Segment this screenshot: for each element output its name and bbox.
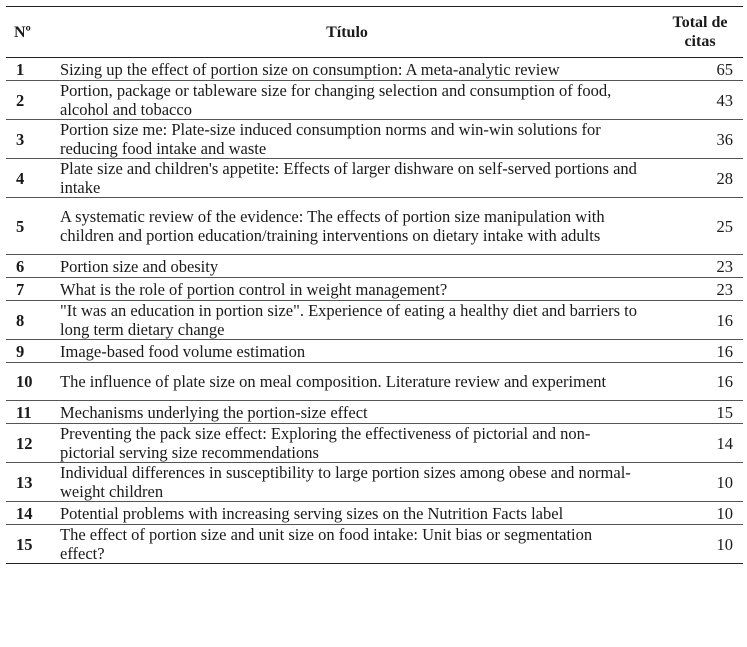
row-title: Portion size and obesity	[60, 256, 219, 276]
citations-table-container	[6, 6, 743, 564]
row-number: 10	[16, 372, 33, 391]
row-citations: 15	[716, 402, 733, 422]
row-title: Potential problems with increasing serving sizes on the Nutrition Facts label	[60, 503, 564, 523]
row-title: Plate size and children's appetite: Effects of larger dishware on self-served portions and intake	[60, 159, 637, 197]
citations-table	[6, 6, 743, 564]
table-row	[6, 424, 743, 463]
row-citations: 25	[716, 216, 733, 236]
row-citations: 36	[716, 129, 733, 149]
row-title: Portion, package or tableware size for changing selection and consumption of food, alcohol and tobacco	[60, 81, 612, 119]
row-number: 5	[16, 216, 25, 236]
table-body	[6, 58, 743, 564]
row-number: 9	[16, 341, 25, 361]
row-title: "It was an education in portion size". Experience of eating a healthy diet and barriers to long term dietary change	[60, 301, 638, 339]
table-row	[6, 502, 743, 525]
row-title: Preventing the pack size effect: Exploring the effectiveness of pictorial and non-pictorial serving size recommendations	[60, 424, 591, 462]
row-citations: 10	[716, 503, 733, 523]
header-citations	[646, 7, 743, 58]
row-citations: 28	[716, 168, 733, 188]
table-header	[6, 7, 743, 58]
row-citations: 16	[716, 372, 733, 391]
row-citations: 65	[716, 59, 733, 79]
table-row	[6, 363, 743, 401]
row-number: 7	[16, 279, 25, 299]
row-citations: 23	[716, 279, 733, 299]
header-number: Nº	[14, 23, 31, 41]
row-number: 14	[16, 503, 33, 523]
table-row	[6, 58, 743, 81]
table-row	[6, 340, 743, 363]
row-citations: 23	[716, 256, 733, 276]
row-citations: 14	[716, 433, 733, 453]
table-row	[6, 401, 743, 424]
row-title: Mechanisms underlying the portion-size effect	[60, 402, 368, 422]
row-title: The effect of portion size and unit size on food intake: Unit bias or segmentation effect?	[60, 525, 593, 563]
row-number: 8	[16, 310, 25, 330]
table-row	[6, 278, 743, 301]
row-title: A systematic review of the evidence: The effects of portion size manipulation with children and portion education/training interventions on dietary intake with adults	[60, 207, 605, 245]
table-row	[6, 159, 743, 198]
table-row	[6, 255, 743, 278]
header-title: Título	[326, 23, 368, 41]
table-row	[6, 525, 743, 564]
row-citations: 43	[716, 90, 733, 110]
row-number: 1	[16, 59, 25, 79]
row-number: 15	[16, 534, 33, 554]
row-number: 2	[16, 90, 25, 110]
row-title: Sizing up the effect of portion size on consumption: A meta-analytic review	[60, 59, 560, 79]
header-row	[6, 7, 743, 58]
row-title: The influence of plate size on meal composition. Literature review and experiment	[60, 372, 607, 391]
table-row	[6, 463, 743, 502]
table-row	[6, 301, 743, 340]
row-title: Image-based food volume estimation	[60, 341, 306, 361]
row-title: Portion size me: Plate-size induced consumption norms and win-win solutions for reducing food intake and waste	[60, 120, 601, 158]
row-title: What is the role of portion control in weight management?	[60, 279, 448, 299]
row-number: 12	[16, 433, 33, 453]
row-number: 11	[16, 402, 32, 422]
row-citations: 16	[716, 341, 733, 361]
row-number: 4	[16, 168, 25, 188]
row-number: 3	[16, 129, 25, 149]
header-citations-line1: Total de	[672, 14, 728, 31]
row-citations: 16	[716, 310, 733, 330]
row-number: 6	[16, 256, 25, 276]
table-row	[6, 81, 743, 120]
row-citations: 10	[716, 472, 733, 492]
table-row	[6, 120, 743, 159]
header-citations-line2: citas	[684, 33, 716, 50]
row-citations: 10	[716, 534, 733, 554]
row-number: 13	[16, 472, 33, 492]
table-row	[6, 198, 743, 255]
row-title: Individual differences in susceptibility to large portion sizes among obese and normal-weight children	[60, 463, 631, 501]
